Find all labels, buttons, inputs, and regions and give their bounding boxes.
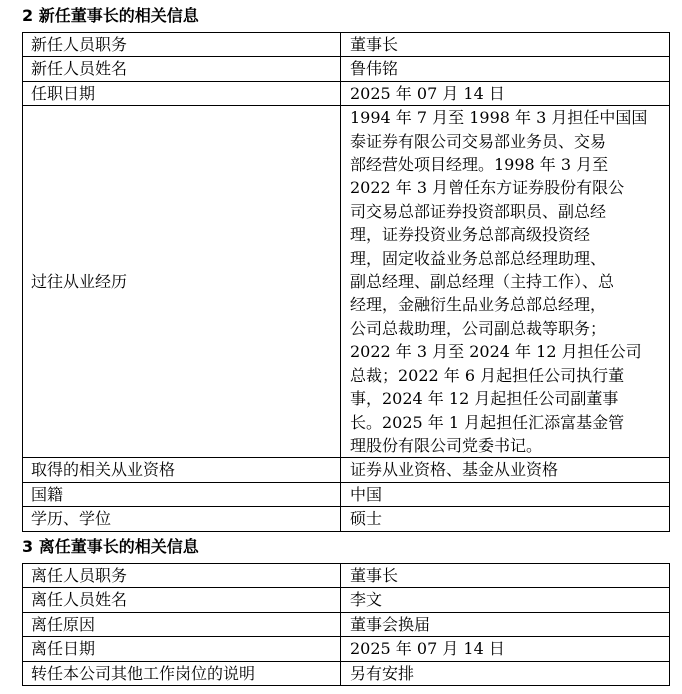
table-row	[23, 106, 670, 458]
career-line: 理，证券投资业务总部高级投资经	[350, 225, 591, 245]
career-line: 1994 年 7 月至 1998 年 3 月担任中国国	[350, 108, 648, 128]
career-line: 2022 年 3 月至 2024 年 12 月担任公司	[350, 342, 642, 362]
career-line: 司交易总部证券投资部职员、副总经	[350, 201, 607, 221]
career-line: 事，2024 年 12 月起担任公司副董事	[350, 389, 619, 409]
career-line: 2022 年 3 月曾任东方证券股份有限公	[350, 178, 625, 198]
table-row	[23, 507, 670, 531]
row-value-start-date: 2025 年 07 月 14 日	[341, 81, 670, 105]
table-row	[23, 33, 670, 57]
career-line: 理股份有限公司党委书记。	[350, 435, 543, 455]
table-row	[23, 661, 670, 685]
row-label-position: 新任人员职务	[23, 33, 341, 57]
row-label-transfer-note: 转任本公司其他工作岗位的说明	[23, 661, 341, 685]
table-row	[23, 564, 670, 588]
row-label-education: 学历、学位	[23, 507, 341, 531]
career-line: 长。2025 年 1 月起担任汇添富基金管	[350, 412, 625, 432]
row-label-career: 过往从业经历	[23, 106, 341, 458]
career-line: 总裁；2022 年 6 月起担任公司执行董	[350, 365, 625, 385]
row-value-nationality: 中国	[341, 482, 670, 506]
table-row	[23, 588, 670, 612]
table-row	[23, 637, 670, 661]
departing-chairman-table	[22, 563, 670, 686]
row-value-qualification: 证券从业资格、基金从业资格	[341, 458, 670, 482]
row-label-name: 新任人员姓名	[23, 57, 341, 81]
table-row	[23, 612, 670, 636]
career-line: 经理，金融衍生品业务总部总经理，	[350, 295, 607, 315]
row-label-qualification: 取得的相关从业资格	[23, 458, 341, 482]
row-value-reason: 董事会换届	[341, 612, 670, 636]
row-value-position: 董事长	[341, 33, 670, 57]
row-value-education: 硕士	[341, 507, 670, 531]
row-label-leave-date: 离任日期	[23, 637, 341, 661]
table-row	[23, 57, 670, 81]
section-title-new-chairman: 2 新任董事长的相关信息	[22, 6, 199, 25]
row-label-name: 离任人员姓名	[23, 588, 341, 612]
table-row	[23, 81, 670, 105]
row-value-leave-date: 2025 年 07 月 14 日	[341, 637, 670, 661]
career-line: 泰证券有限公司交易部业务员、交易	[350, 131, 607, 151]
row-value-position: 董事长	[341, 564, 670, 588]
career-line: 副总经理、副总经理（主持工作）、总	[350, 272, 615, 292]
row-value-name: 李文	[341, 588, 670, 612]
row-label-nationality: 国籍	[23, 482, 341, 506]
row-value-name: 鲁伟铭	[341, 57, 670, 81]
row-label-start-date: 任职日期	[23, 81, 341, 105]
section-title-departing-chairman: 3 离任董事长的相关信息	[22, 537, 199, 556]
career-line: 理，固定收益业务总部总经理助理、	[350, 248, 607, 268]
table-row	[23, 458, 670, 482]
row-label-position: 离任人员职务	[23, 564, 341, 588]
row-label-reason: 离任原因	[23, 612, 341, 636]
new-chairman-table	[22, 32, 670, 532]
table-row	[23, 482, 670, 506]
row-value-career	[341, 106, 670, 458]
career-line: 公司总裁助理，公司副总裁等职务；	[350, 318, 607, 338]
career-line: 部经营处项目经理。1998 年 3 月至	[350, 155, 609, 175]
row-value-transfer-note: 另有安排	[341, 661, 670, 685]
